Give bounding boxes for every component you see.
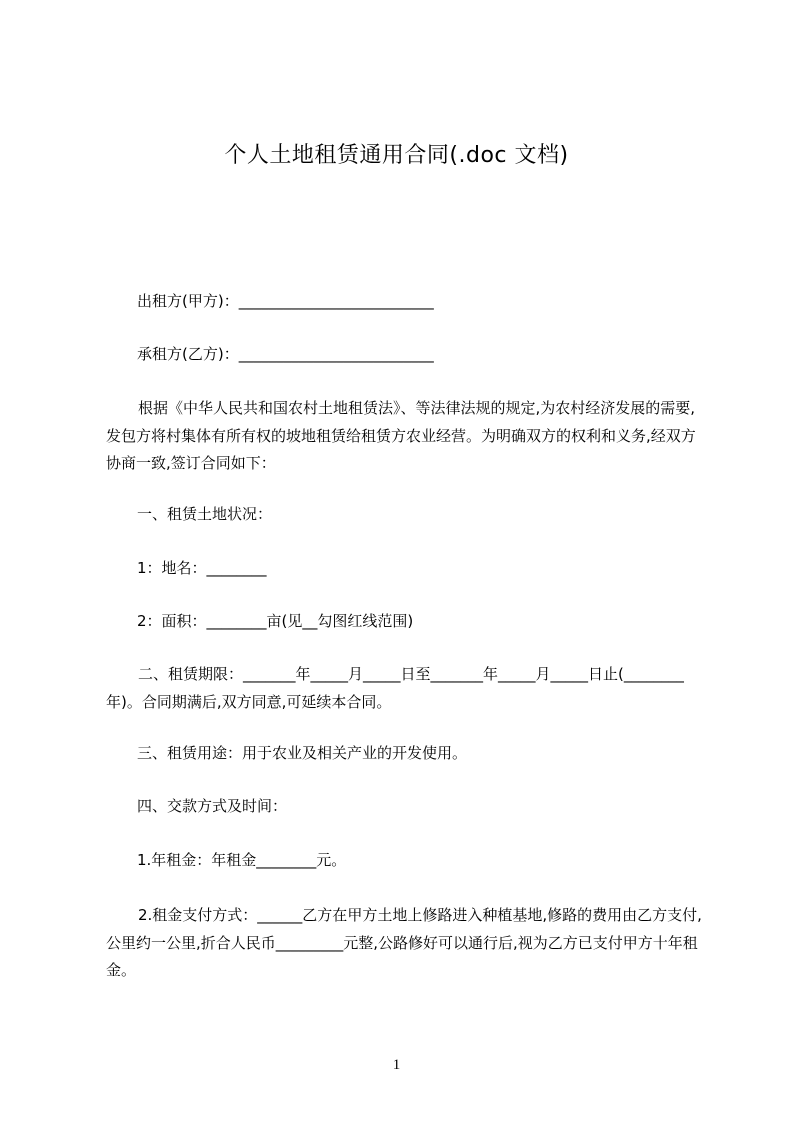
section-1-heading: 一、租赁土地状况： <box>137 505 273 523</box>
lease-term-paragraph: 二、租赁期限：_______年_____月_____日至_______年_____月_____日止(________年)。合同期满后,双方同意,可延续本合同。 <box>106 665 684 711</box>
lessee-line: 承租方(乙方)：__________________________ <box>137 345 434 363</box>
preamble-paragraph: 根据《中华人民共和国农村土地租赁法》、等法律法规的规定,为农村经济发展的需要,发包方将村集体有所有权的坡地租赁给租赁方农业经营。为明确双方的权利和义务,经双方协商一致,签订合同如下： <box>106 399 696 472</box>
document-title: 个人土地租赁通用合同(.doc 文档) <box>224 143 569 168</box>
land-area-item: 2：面积：________亩(见__勾图红线范围) <box>137 612 414 630</box>
lessor-line: 出租方(甲方)：__________________________ <box>137 292 434 310</box>
section-4-heading: 四、交款方式及时间： <box>137 797 288 815</box>
lease-use-paragraph: 三、租赁用途：用于农业及相关产业的开发使用。 <box>137 744 468 762</box>
annual-rent-item: 1.年租金：年租金________元。 <box>137 851 347 869</box>
payment-method-paragraph: 2.租金支付方式：______乙方在甲方土地上修路进入种植基地,修路的费用由乙方支付,公里约一公里,折合人民币_________元整,公路修好可以通行后,视为乙方已支付甲方十年租金。 <box>106 906 702 979</box>
land-location-item: 1：地名：________ <box>137 559 267 577</box>
page-number: 1 <box>392 1057 401 1073</box>
